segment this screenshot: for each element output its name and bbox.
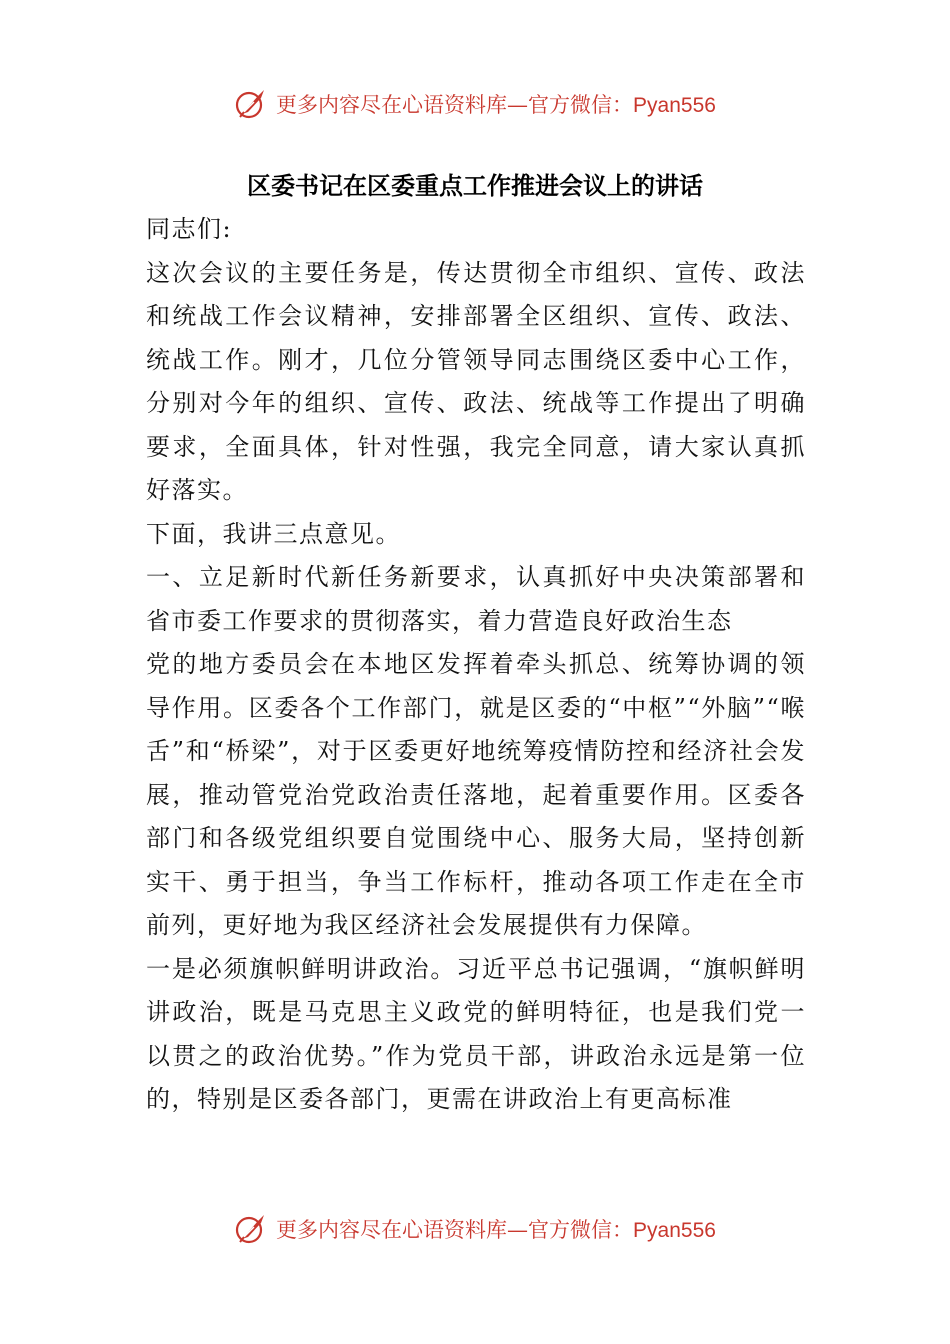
section-heading-1: 一、立足新时代新任务新要求，认真抓好中央决策部署和省市委工作要求的贯彻落实，着力营造良好政治生态 (146, 563, 806, 635)
wechat-id: Pyan556 (633, 94, 716, 117)
banner-text: 更多内容尽在心语资料库—官方微信：Pyan556 (276, 1218, 716, 1242)
paragraph-point-1: 一是必须旗帜鲜明讲政治。习近平总书记强调，“旗帜鲜明讲政治，既是马克思主义政党的鲜明特征，也是我们党一以贯之的政治优势。”作为党员干部，讲政治永远是第一位的，特别是区委各部门，更需在讲政治上有更高标准 (146, 954, 806, 1113)
footer-banner (0, 1209, 950, 1249)
quill-pen-logo-icon (234, 1211, 270, 1247)
paragraph-intro: 这次会议的主要任务是，传达贯彻全市组织、宣传、政法和统战工作会议精神，安排部署全区组织、宣传、政法、统战工作。刚才，几位分管领导同志围绕区委中心工作，分别对今年的组织、宣传、政法、统战等工作提出了明确要求，全面具体，针对性强，我完全同意，请大家认真抓好落实。 (146, 258, 806, 504)
paragraph-salutation: 同志们: (146, 215, 233, 243)
paragraph-party-committee: 党的地方委员会在本地区发挥着牵头抓总、统筹协调的领导作用。区委各个工作部门，就是区委的“中枢”“外脑”“喉舌”和“桥梁”，对于区委更好地统筹疫情防控和经济社会发展，推动管党治党政治责任落地，起着重要作用。区委各部门和各级党组织要自觉围绕中心、服务大局，坚持创新实干、勇于担当，争当工作标杆，推动各项工作走在全市前列，更好地为我区经济社会发展提供有力保障。 (146, 650, 806, 939)
header-banner (0, 84, 950, 124)
document-body (146, 208, 806, 1122)
banner-text: 更多内容尽在心语资料库—官方微信：Pyan556 (276, 93, 716, 117)
paragraph-outline: 下面，我讲三点意见。 (146, 519, 401, 548)
document-title: 区委书记在区委重点工作推进会议上的讲话 (247, 172, 703, 200)
quill-pen-logo-icon (234, 86, 270, 122)
wechat-id: Pyan556 (633, 1219, 716, 1242)
